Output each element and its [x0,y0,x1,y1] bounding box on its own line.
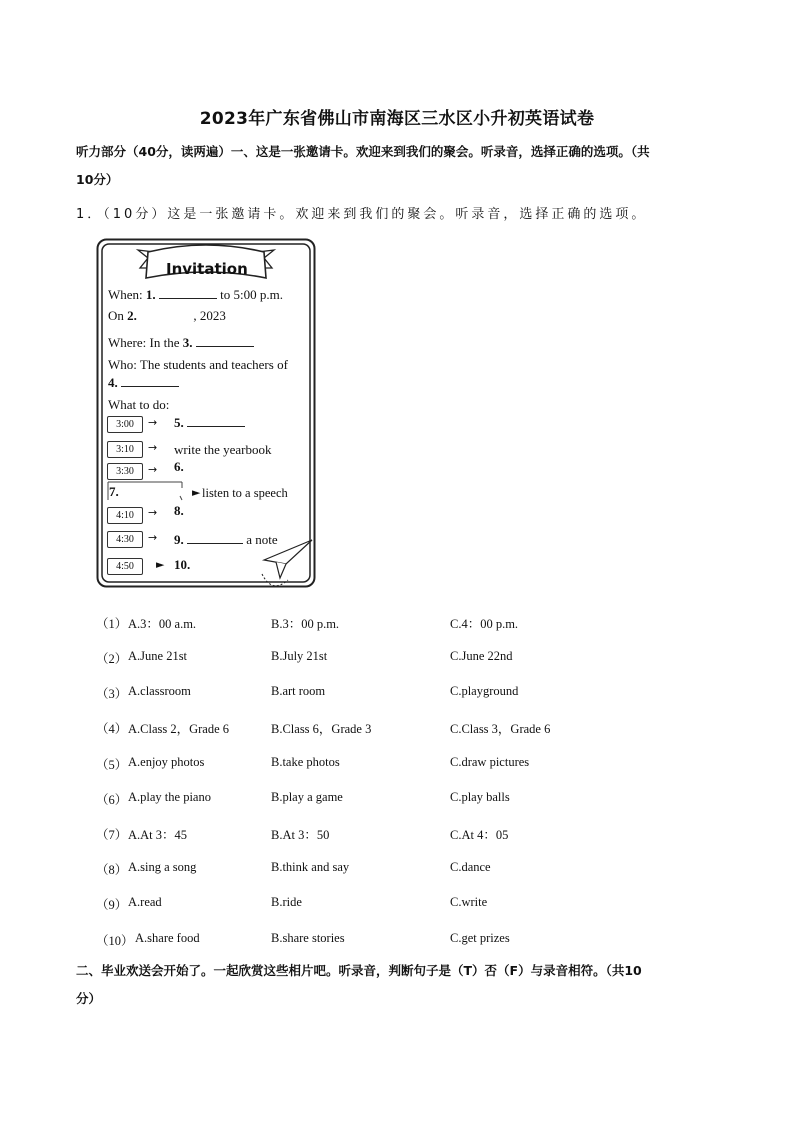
option-a: A.classroom [128,684,191,698]
arrow-icon: → [148,416,158,429]
option-number: （3） [96,687,128,701]
row-blank [187,531,243,544]
arrow-icon: ► [192,486,201,499]
option-c: C.playground [450,684,519,698]
option-c: C.write [450,895,488,909]
row-number: 9. [174,532,184,547]
option-b: B.think and say [271,860,350,874]
where-number: 3. [182,335,193,350]
time-box-6: 4:30 [107,531,143,548]
option-number: （7） [96,828,128,842]
invitation-card [96,238,316,588]
schedule-row-4: listen to a speech [202,486,288,500]
option-b: B.play a game [271,790,343,804]
section2-heading [76,957,716,1013]
schedule-row-2: write the yearbook [174,442,272,457]
arrow-icon: → [148,463,158,476]
option-b: B.art room [271,684,326,698]
option-number: （4） [96,722,128,736]
when-label: When: [108,287,143,302]
arrow-icon: → [148,531,158,544]
section1-line2: 10分） [76,172,119,187]
option-a: A.enjoy photos [128,755,205,769]
option-b: B.Class 6，Grade 3 [271,722,372,736]
on-line [108,308,226,324]
option-a: A.play the piano [128,790,211,804]
schedule-row-7 [174,557,190,573]
invitation-heading: Invitation [166,260,248,278]
option-b: B.take photos [271,755,340,769]
arrow-icon: → [148,441,158,454]
row-number: 8. [174,503,184,518]
who-number: 4. [108,375,118,390]
where-blank [196,334,254,347]
option-b: B.3：00 p.m. [271,617,340,631]
option-number: （9） [96,898,128,912]
option-c: C.dance [450,860,491,874]
option-c: C.June 22nd [450,649,513,663]
when-line [108,286,283,303]
page-title: 2023年广东省佛山市南海区三水区小升初英语试卷 [199,109,595,129]
row-number: 10. [174,557,191,572]
row-number: 6. [174,459,184,474]
option-c: C.play balls [450,790,510,804]
who-line2 [108,374,179,391]
time-box-5: 4:10 [107,507,143,524]
on-suffix: , 2023 [193,308,226,323]
option-c: C.draw pictures [450,755,530,769]
option-a: A.June 21st [128,649,188,663]
option-number: （5） [96,758,128,772]
question1-stem: 1．（10分）这是一张邀请卡。欢迎来到我们的聚会。听录音，选择正确的选项。 [76,207,648,222]
section2-line2: 分） [76,991,102,1006]
section2-line1: 二、毕业欢送会开始了。一起欣赏这些相片吧。听录音，判断句子是（T）否（F）与录音相符。（共10 [76,963,642,978]
where-label: Where: In the [108,335,180,350]
option-a: A.share food [135,931,200,945]
schedule-row-6 [174,531,278,548]
schedule-row-3 [174,459,184,475]
when-suffix: to 5:00 p.m. [220,287,283,302]
option-a: A.At 3：45 [128,828,188,842]
option-number: （10） [96,934,134,948]
row-number: 5. [174,415,184,430]
option-number: （1） [96,617,128,631]
arrow-icon: ► [156,558,165,571]
option-b: B.share stories [271,931,345,945]
time-box-7: 4:50 [107,558,143,575]
schedule-row-4-number: 7. [109,484,119,499]
option-c: C.get prizes [450,931,510,945]
option-number: （2） [96,652,128,666]
option-number: （8） [96,863,128,877]
option-c: C.Class 3，Grade 6 [450,722,551,736]
when-blank [159,286,217,299]
where-line [108,334,254,351]
row-text: a note [246,532,278,547]
option-b: B.ride [271,895,302,909]
option-a: A.read [128,895,162,909]
option-number: （6） [96,793,128,807]
on-label: On [108,308,124,323]
option-b: B.July 21st [271,649,328,663]
who-blank [121,374,179,387]
option-b: B.At 3：50 [271,828,330,842]
what-to-do-label: What to do: [108,397,170,412]
time-box-1: 3:00 [107,416,143,433]
option-c: C.At 4：05 [450,828,509,842]
option-a: A.Class 2，Grade 6 [128,722,230,736]
time-box-2: 3:10 [107,441,143,458]
arrow-icon: → [148,506,158,519]
section1-line1: 听力部分（40分，读两遍）一、这是一张邀请卡。欢迎来到我们的聚会。听录音，选择正确的选项。（共 [76,144,650,159]
option-a: A.sing a song [128,860,197,874]
when-number: 1. [145,287,156,302]
schedule-row-1 [174,414,245,431]
time-box-3: 3:30 [107,463,143,480]
on-number: 2. [127,308,137,323]
option-a: A.3：00 a.m. [128,617,197,631]
who-label: Who: The students and teachers of [108,357,288,372]
schedule-row-5 [174,503,184,519]
row-blank [187,414,245,427]
section1-heading [76,138,716,194]
option-c: C.4：00 p.m. [450,617,519,631]
